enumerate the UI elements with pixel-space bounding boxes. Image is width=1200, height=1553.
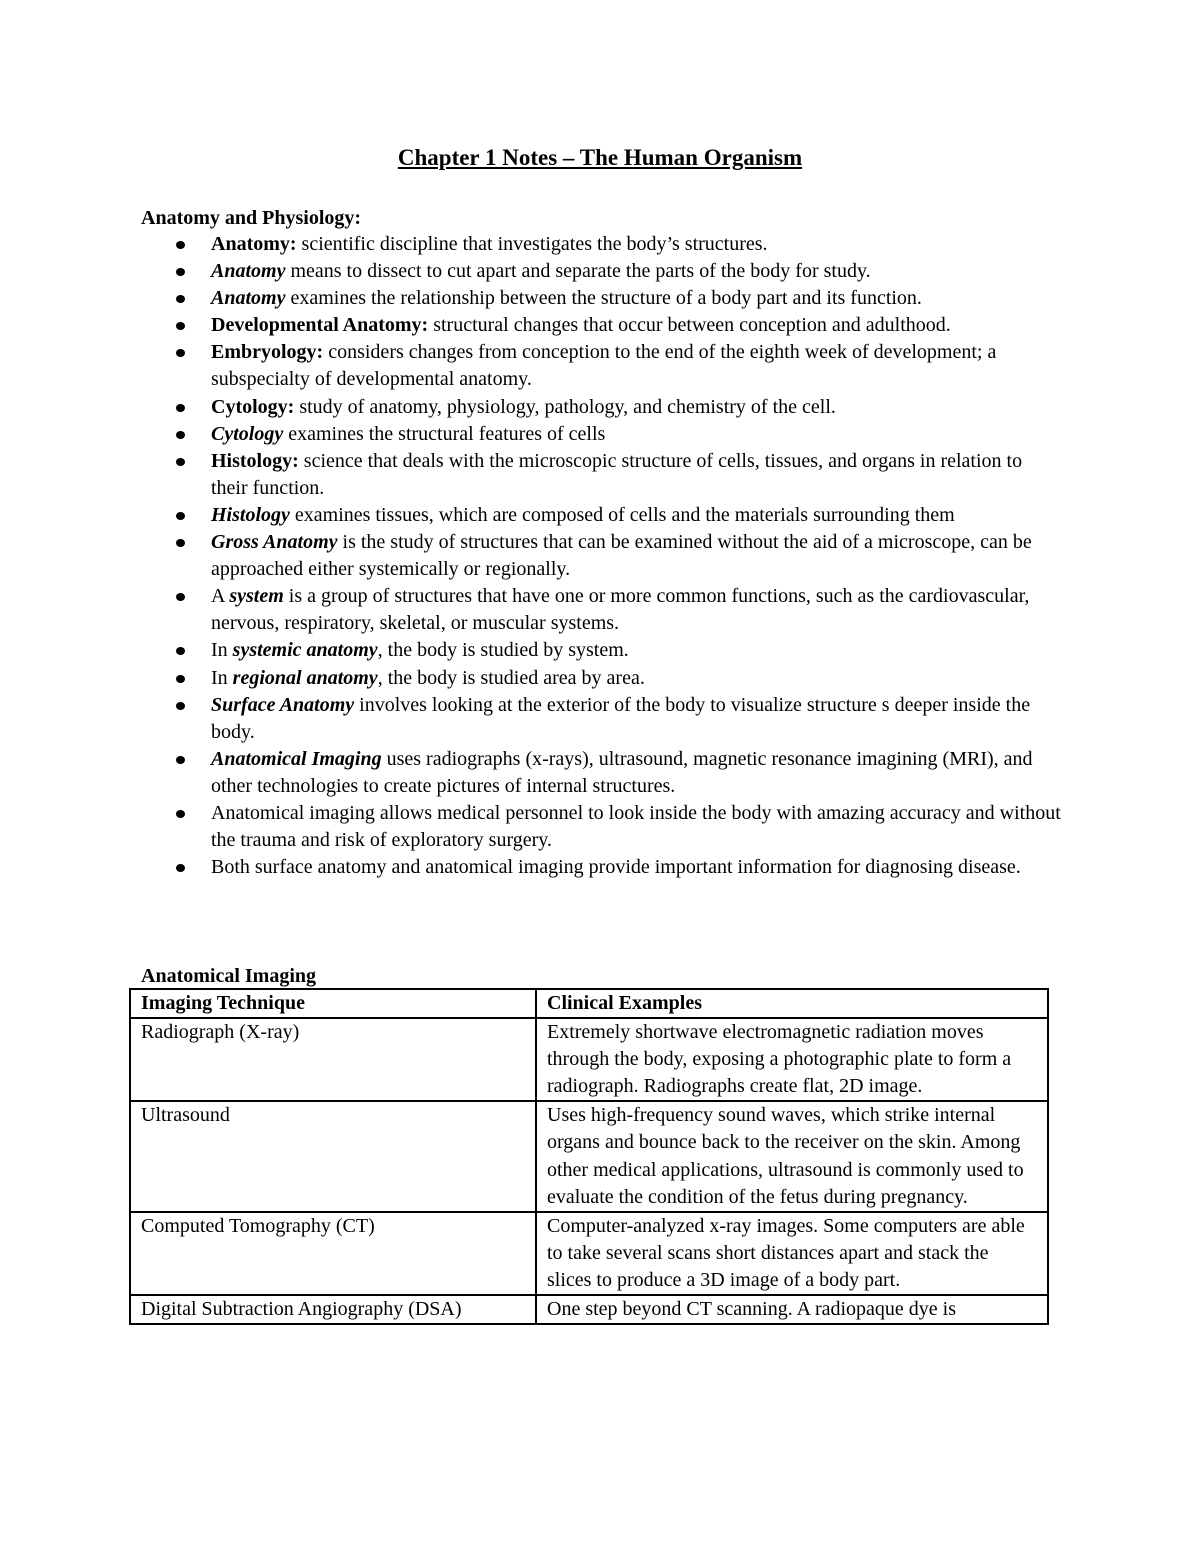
bullet-text: A xyxy=(211,585,230,608)
bullet-item xyxy=(141,637,1061,664)
column-header-technique: Imaging Technique xyxy=(130,989,536,1018)
bullet-text: , the body is studied area by area. xyxy=(377,666,645,689)
bullet-item xyxy=(141,312,1061,339)
bullet-item xyxy=(141,285,1061,312)
column-header-examples: Clinical Examples xyxy=(536,989,1048,1018)
bullet-item xyxy=(141,231,1061,258)
bullet-text: involves looking at the exterior of the body to visualize structure s deeper inside the body. xyxy=(211,693,1031,743)
table-cell-technique: Digital Subtraction Angiography (DSA) xyxy=(130,1295,536,1324)
bullet-dot-icon xyxy=(176,864,185,872)
bullet-text: uses radiographs (x-rays), ultrasound, magnetic resonance imagining (MRI), and other technologies to create pictures of internal structures. xyxy=(211,747,1033,797)
bullet-term: system xyxy=(229,585,284,608)
bullet-text: , the body is studied by system. xyxy=(377,639,629,662)
bullet-item xyxy=(141,800,1061,854)
bullet-term: Gross Anatomy xyxy=(211,531,338,554)
table-body xyxy=(130,1018,1048,1324)
bullet-text: examines the structural features of cells xyxy=(283,422,606,445)
bullet-text: scientific discipline that investigates the body’s structures. xyxy=(296,233,768,255)
bullet-item xyxy=(141,258,1061,285)
bullet-term: Histology: xyxy=(211,449,299,472)
table-row xyxy=(130,1018,1048,1101)
imaging-table xyxy=(129,988,1049,1325)
bullet-text: is the study of structures that can be examined without the aid of a microscope, can be approached either systemically or regionally. xyxy=(211,531,1032,581)
bullet-dot-icon xyxy=(176,268,185,276)
bullet-dot-icon xyxy=(176,647,185,655)
table-row xyxy=(130,1212,1048,1295)
table-cell-example: Extremely shortwave electromagnetic radiation moves through the body, exposing a photographic plate to form a radiograph. Radiographs create flat, 2D image. xyxy=(536,1018,1048,1101)
bullet-item xyxy=(141,746,1061,800)
bullet-dot-icon xyxy=(176,702,185,710)
table-cell-technique: Radiograph (X-ray) xyxy=(130,1018,536,1101)
bullet-text: science that deals with the microscopic structure of cells, tissues, and organs in relation to their function. xyxy=(211,449,1023,499)
bullet-dot-icon xyxy=(176,512,185,520)
bullet-term: Embryology: xyxy=(211,341,324,364)
bullet-item xyxy=(141,339,1061,393)
bullet-item xyxy=(141,448,1061,502)
bullet-term: Surface Anatomy xyxy=(211,693,355,716)
bullet-dot-icon xyxy=(176,675,185,683)
bullet-text: examines tissues, which are composed of cells and the materials surrounding them xyxy=(289,503,955,526)
page-title: Chapter 1 Notes – The Human Organism xyxy=(397,145,803,170)
bullet-dot-icon xyxy=(176,241,185,249)
bullet-dot-icon xyxy=(176,404,185,412)
bullet-dot-icon xyxy=(176,458,185,466)
bullet-text: examines the relationship between the structure of a body part and its function. xyxy=(285,287,922,310)
table-cell-technique: Ultrasound xyxy=(130,1101,536,1211)
bullet-term: Anatomy xyxy=(211,260,286,283)
bullet-text: Anatomical imaging allows medical personnel to look inside the body with amazing accuracy and without the trauma and risk of exploratory surgery. xyxy=(211,801,1061,852)
bullet-list xyxy=(141,231,1061,881)
bullet-term: Developmental Anatomy: xyxy=(211,314,429,337)
bullet-text: considers changes from conception to the end of the eighth week of development; a subspecialty of developmental anatomy. xyxy=(211,341,997,391)
bullet-text: In xyxy=(211,639,233,662)
bullet-text: is a group of structures that have one or more common functions, such as the cardiovascular, nervous, respiratory, skeletal, or muscular systems. xyxy=(211,585,1030,635)
bullet-item xyxy=(141,854,1061,881)
bullet-item xyxy=(141,529,1061,583)
table-heading: Anatomical Imaging xyxy=(141,965,316,987)
bullet-item xyxy=(141,502,1061,529)
bullet-text: Both surface anatomy and anatomical imaging provide important information for diagnosing disease. xyxy=(211,856,1021,879)
bullet-term: Anatomy: xyxy=(211,233,297,255)
bullet-dot-icon xyxy=(176,539,185,547)
bullet-item xyxy=(141,692,1061,746)
bullet-item xyxy=(141,665,1061,692)
table-header-row xyxy=(130,989,1048,1018)
bullet-term: regional anatomy xyxy=(232,666,378,689)
bullet-text: In xyxy=(211,666,233,689)
section-heading: Anatomy and Physiology: xyxy=(141,207,362,229)
table-cell-example: Computer-analyzed x-ray images. Some computers are able to take several scans short distances apart and stack the slices to produce a 3D image of a body part. xyxy=(536,1212,1048,1295)
bullet-item xyxy=(141,421,1061,448)
bullet-term: Histology xyxy=(211,503,290,526)
bullet-dot-icon xyxy=(176,295,185,303)
table-cell-example: Uses high-frequency sound waves, which strike internal organs and bounce back to the receiver on the skin. Among other medical applications, ultrasound is commonly used to evaluate the condition of the fetus during pregnancy. xyxy=(536,1101,1048,1211)
bullet-dot-icon xyxy=(176,349,185,357)
table-row xyxy=(130,1101,1048,1211)
bullet-text: means to dissect to cut apart and separate the parts of the body for study. xyxy=(285,260,871,283)
bullet-term: systemic anatomy xyxy=(232,639,378,662)
bullet-term: Anatomy xyxy=(211,287,286,310)
bullet-dot-icon xyxy=(176,322,185,330)
bullet-term: Anatomical Imaging xyxy=(211,747,382,770)
table-cell-technique: Computed Tomography (CT) xyxy=(130,1212,536,1295)
bullet-dot-icon xyxy=(176,810,185,818)
bullet-item xyxy=(141,583,1061,637)
bullet-dot-icon xyxy=(176,756,185,764)
table-row xyxy=(130,1295,1048,1324)
bullet-item xyxy=(141,394,1061,421)
bullet-term: Cytology xyxy=(211,422,284,445)
bullet-term: Cytology: xyxy=(211,395,295,418)
bullet-dot-icon xyxy=(176,593,185,601)
bullet-text: structural changes that occur between conception and adulthood. xyxy=(428,314,951,337)
table-cell-example: One step beyond CT scanning. A radiopaque dye is xyxy=(536,1295,1048,1324)
bullet-dot-icon xyxy=(176,431,185,439)
bullet-text: study of anatomy, physiology, pathology, and chemistry of the cell. xyxy=(294,395,836,418)
